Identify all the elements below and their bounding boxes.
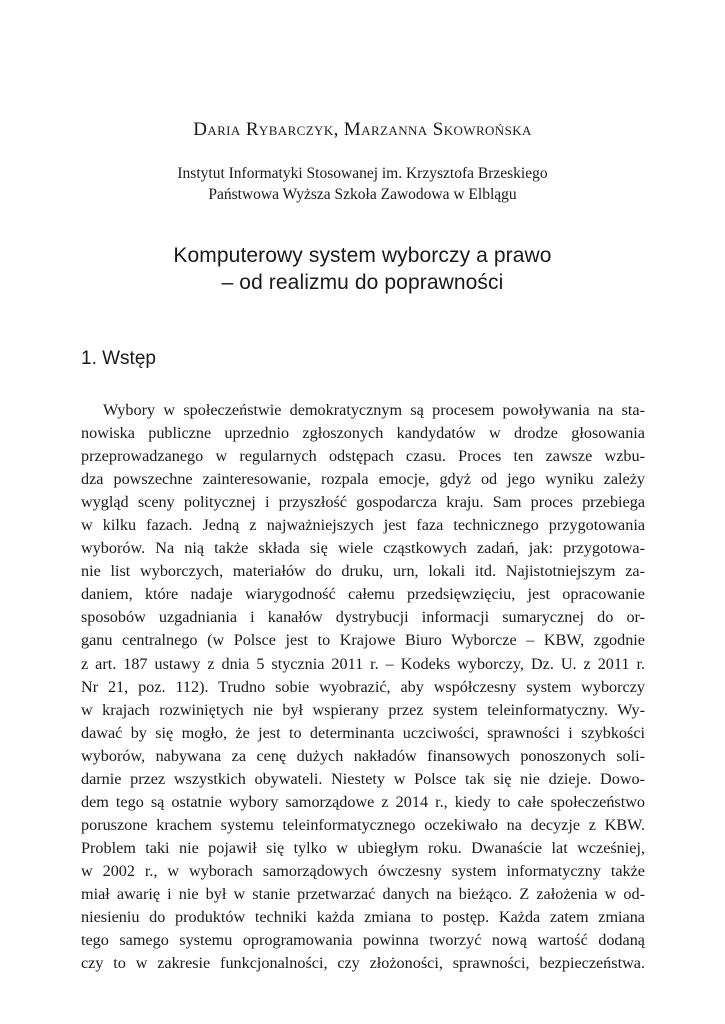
body-line: sposobów uzgadniania i kanałów dystrybucji informacji sumarycznej do or- — [81, 608, 645, 627]
body-line: dawać by się mogło, że jest to determinanta uczciwości, sprawności i szybkości — [81, 723, 645, 742]
body-line: wygląd sceny politycznej i przyszłość gospodarcza kraju. Sam proces przebiega — [81, 493, 645, 512]
authors: Daria Rybarczyk, Marzanna Skowrońska — [193, 119, 532, 140]
body-line: miał awarię i nie był w stanie przetwarzać danych na bieżąco. Z założenia w od- — [81, 884, 645, 903]
affiliation-school: Państwowa Wyższa Szkoła Zawodowa w Elblągu — [208, 186, 517, 203]
affiliation-institute: Instytut Informatyki Stosowanej im. Krzysztofa Brzeskiego — [177, 165, 548, 182]
body-line: w 2002 r., w wyborach samorządowych ówczesny system informatyczny także — [81, 861, 645, 880]
body-line: wyborów, nabywana za cenę dużych nakładów finansowych ponoszonych soli- — [81, 746, 645, 765]
section-heading: 1. Wstęp — [81, 348, 156, 369]
body-line: w krajach rozwiniętych nie był wspierany przez system teleinformatyczny. Wy- — [81, 700, 645, 719]
body-line: wyborów. Na nią także składa się wiele cząstkowych zadań, jak: przygotowa- — [81, 539, 645, 558]
body-line: przeprowadzanego w regularnych odstępach czasu. Proces ten zawsze wzbu- — [81, 447, 645, 466]
body-line: niesieniu do produktów techniki każda zmiana to postęp. Każda zatem zmiana — [81, 908, 645, 927]
body-line: daniem, które nadaje wiarygodność całemu przedsięwzięciu, jest opracowanie — [81, 585, 645, 604]
body-line: w kilku fazach. Jedną z najważniejszych jest faza technicznego przygotowania — [81, 516, 645, 535]
body-line: Nr 21, poz. 112). Trudno sobie wyobrazić, aby współczesny system wyborczy — [81, 677, 645, 696]
body-line: Problem taki nie pojawił się tylko w ubiegłym roku. Dwanaście lat wcześniej, — [81, 838, 645, 857]
body-line: dza powszechne zainteresowanie, rozpala emocje, gdyż od jego wyniku zależy — [81, 470, 645, 489]
body-paragraph — [81, 399, 645, 975]
body-line: nowiska publiczne uprzednio zgłoszonych kandydatów w drodze głosowania — [81, 424, 645, 443]
body-line: z art. 187 ustawy z dnia 5 stycznia 2011 r. – Kodeks wyborczy, Dz. U. z 2011 r. — [81, 654, 645, 673]
body-line: czy to w zakresie funkcjonalności, czy złożoności, sprawności, bezpieczeństwa. — [81, 954, 645, 973]
body-line: nie list wyborczych, materiałów do druku, urn, lokali itd. Najistotniejszym za- — [81, 562, 645, 581]
paper-title-line-2: – od realizmu do poprawności — [221, 271, 504, 294]
body-line: darnie przez wszystkich obywateli. Niestety w Polsce tak się nie dzieje. Dowo- — [81, 769, 645, 788]
body-line: Wybory w społeczeństwie demokratycznym są procesem powoływania na sta- — [103, 401, 645, 419]
paper-title-line-1: Komputerowy system wyborczy a prawo — [173, 244, 552, 267]
body-line: poruszone krachem systemu teleinformatycznego oczekiwało na decyzje z KBW. — [81, 815, 645, 834]
body-line: dem tego są ostatnie wybory samorządowe z 2014 r., kiedy to całe społeczeństwo — [81, 792, 645, 811]
body-line: ganu centralnego (w Polsce jest to Krajowe Biuro Wyborcze – KBW, zgodnie — [81, 631, 645, 650]
body-line: tego samego systemu oprogramowania powinna tworzyć nową wartość dodaną — [81, 931, 645, 950]
